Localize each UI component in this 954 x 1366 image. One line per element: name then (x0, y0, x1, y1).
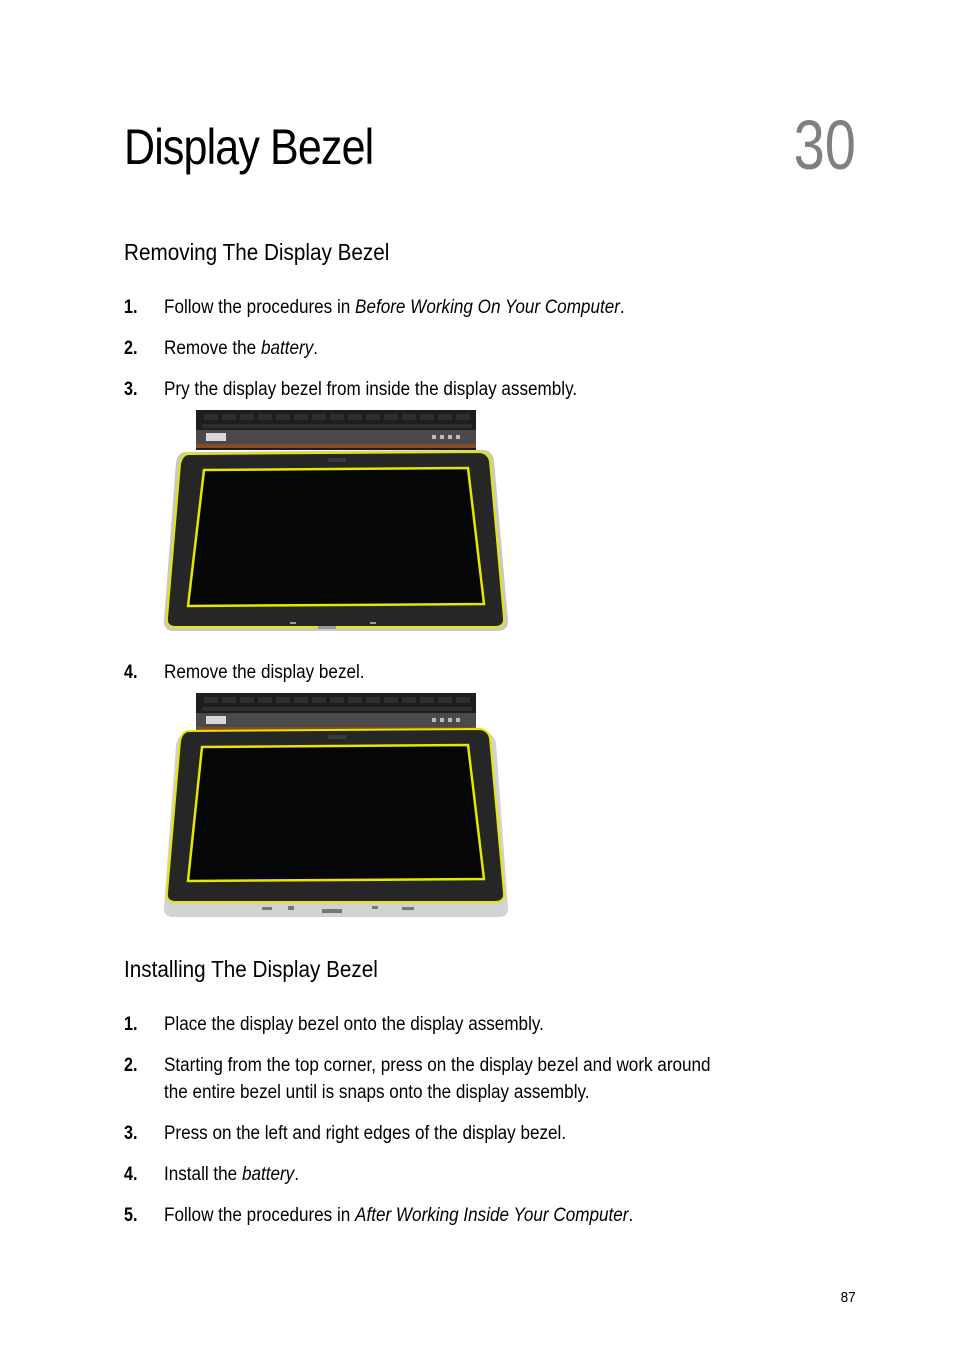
step-text: Pry the display bezel from inside the display assembly. (164, 379, 578, 400)
cross-reference-link[interactable]: After Working Inside Your Computer (355, 1205, 629, 1226)
step-text: Follow the procedures in (164, 297, 356, 318)
figure-pry-display-bezel (162, 410, 510, 634)
step-number: 2. (124, 338, 138, 359)
step-number: 4. (124, 1164, 138, 1185)
step-text: Follow the procedures in (164, 1205, 356, 1226)
logo (328, 735, 346, 739)
cross-reference-link[interactable]: battery (260, 338, 314, 359)
step-text: Remove the display bezel. (164, 662, 365, 683)
step-number: 1. (124, 297, 138, 318)
removing-step-4 (124, 659, 844, 686)
logo (328, 458, 346, 462)
section-heading-removing: Removing The Display Bezel (124, 239, 390, 265)
step-text-line-1: Starting from the top corner, press on the display bezel and work around (164, 1055, 711, 1076)
installing-step-2 (124, 1052, 844, 1106)
step-number: 3. (124, 1123, 138, 1144)
removing-step-1: 1. Follow the procedures in Before Working On Your Computer. (124, 294, 844, 321)
installing-step-1 (124, 1011, 844, 1038)
installing-step-3 (124, 1120, 844, 1147)
chapter-title: Display Bezel (124, 119, 374, 175)
cross-reference-link[interactable]: battery (241, 1164, 295, 1185)
display-panel-outline (188, 745, 484, 881)
removing-step-2: 2. Remove the battery. (124, 335, 844, 362)
page-number: 87 (840, 1289, 856, 1306)
installing-step-5: 5. Follow the procedures in After Working Inside Your Computer. (124, 1202, 844, 1229)
step-number: 1. (124, 1014, 138, 1035)
step-text: Install the (164, 1164, 242, 1185)
step-text-line-2: the entire bezel until is snaps onto the display assembly. (164, 1082, 590, 1103)
installing-step-4: 4. Install the battery. (124, 1161, 844, 1188)
removing-step-3 (124, 376, 844, 403)
step-text: Press on the left and right edges of the display bezel. (164, 1123, 567, 1144)
step-text: Place the display bezel onto the display assembly. (164, 1014, 544, 1035)
step-text: Remove the (164, 338, 261, 359)
section-heading-installing: Installing The Display Bezel (124, 956, 378, 982)
cross-reference-link[interactable]: Before Working On Your Computer (355, 297, 620, 318)
step-number: 4. (124, 662, 138, 683)
step-number: 3. (124, 379, 138, 400)
display-panel-outline (188, 468, 484, 606)
step-number: 5. (124, 1205, 138, 1226)
step-number: 2. (124, 1055, 138, 1076)
chapter-number: 30 (793, 106, 856, 184)
figure-remove-display-bezel (162, 693, 510, 917)
